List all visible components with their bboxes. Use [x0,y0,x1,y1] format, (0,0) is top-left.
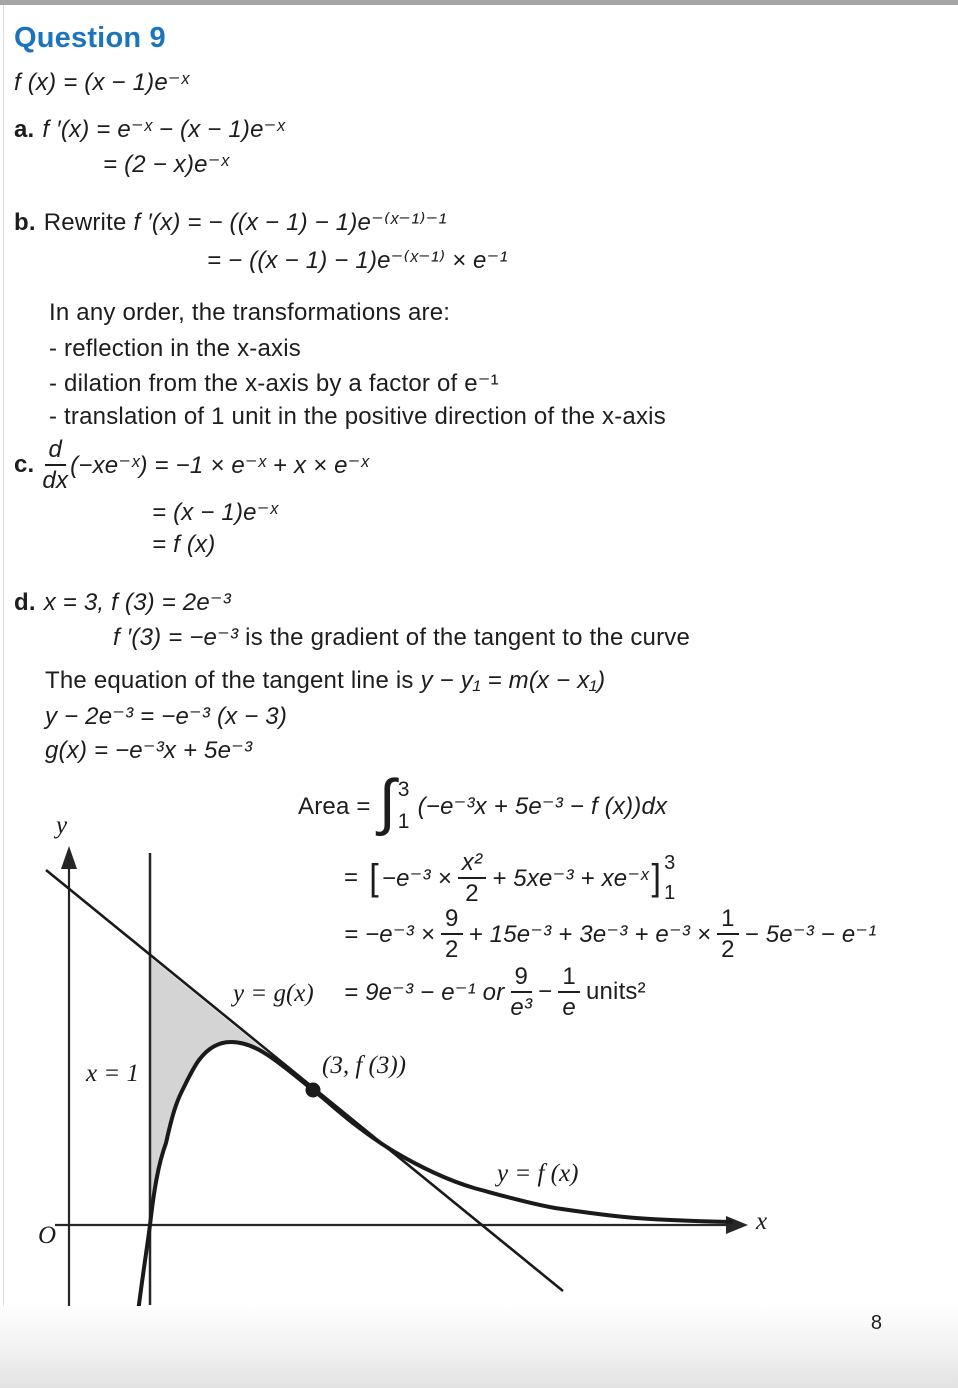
area-line3-post: − 5e⁻³ − e⁻¹ [744,920,877,948]
top-border [0,0,958,5]
part-a-label: a. [14,116,35,143]
part-c-line2: = (x − 1)e⁻ˣ [152,499,278,526]
part-b-rewrite: f ′(x) = − ((x − 1) − 1)e⁻⁽ˣ⁻¹⁾⁻¹ [133,209,447,236]
fraction-numerator: 9 [511,964,533,993]
tangent-label: y = g(x) [233,980,314,1007]
tangent-text: The equation of the tangent line is [45,667,414,694]
part-d-line1 [14,588,231,617]
lower-limit: 1 [664,882,676,904]
graph-figure [0,808,790,1332]
fraction-numerator: x² [458,850,486,879]
vline-label: x = 1 [86,1060,139,1087]
ddx-denominator: dx [42,467,69,495]
fraction-denominator: 2 [445,936,459,964]
gradient-math: f ′(3) = −e⁻³ [113,624,239,651]
ddx-numerator: d [45,437,67,466]
upper-limit: 3 [664,852,676,874]
area-result: = 9e⁻³ − e⁻¹ or [344,978,505,1006]
equals-sign: = [344,864,359,891]
part-d-label: d. [14,589,36,616]
tangent-equation-line [45,667,605,695]
transformations-intro: In any order, the transformations are: [49,299,451,326]
integral-sign: ∫ [378,768,396,838]
fraction-denominator: e³ [510,994,533,1022]
x-axis-label: x [756,1208,768,1235]
open-bracket: [ [369,857,379,899]
part-a-line2: = (2 − x)e⁻ˣ [103,151,229,178]
area-line3-mid: + 15e⁻³ + 3e⁻³ + e⁻³ × [468,920,712,948]
y-axis-label: y [56,812,68,839]
gradient-text: is the gradient of the tangent to the curve [245,624,691,651]
part-c-expression: (−xe⁻ˣ) = −1 × e⁻ˣ + x × e⁻ˣ [70,451,369,479]
page-number: 8 [870,1312,882,1334]
transformation-item: - dilation from the x-axis by a factor of e⁻¹ [49,370,499,397]
part-b-label: b. [14,209,36,236]
given-function: f (x) = (x − 1)e⁻ˣ [14,69,190,96]
fraction-numerator: 1 [717,906,739,935]
area-lead: Area = [298,792,371,820]
area-line2-pre: −e⁻³ × [381,864,452,892]
function-curve [138,1042,731,1312]
part-b-word: Rewrite [43,209,127,236]
transformation-item: - translation of 1 unit in the positive direction of the x-axis [49,403,666,430]
transformation-item: - reflection in the x-axis [49,335,301,362]
part-d-line4: y − 2e⁻³ = −e⁻³ (x − 3) [45,703,288,730]
units-label: units² [585,978,646,1006]
ddx-fraction [42,437,68,493]
part-c-label: c. [14,451,35,479]
upper-limit: 3 [397,778,410,801]
x-axis-arrow [726,1216,748,1234]
question-title: Question 9 [14,22,166,54]
area-line3-pre: = −e⁻³ × [344,920,435,948]
fraction-denominator: 2 [721,936,735,964]
fraction-denominator: e [562,994,576,1022]
part-a-derivative: f ′(x) = e⁻ˣ − (x − 1)e⁻ˣ [42,116,285,143]
part-d-line5: g(x) = −e⁻³x + 5e⁻³ [45,737,253,764]
minus-sign: − [538,978,553,1006]
part-c-line3: = f (x) [152,531,216,558]
part-c-line1 [14,437,369,493]
part-b-line2: = − ((x − 1) − 1)e⁻⁽ˣ⁻¹⁾ × e⁻¹ [207,247,508,274]
close-bracket: ] [651,857,662,899]
y-axis-arrow [61,846,77,869]
part-a-line1 [14,115,285,144]
fraction-numerator: 9 [441,906,463,935]
curve-label: y = f (x) [497,1160,579,1187]
tangency-point [306,1083,321,1098]
page-footer [0,1306,958,1388]
integrand: (−e⁻³x + 5e⁻³ − f (x))dx [417,793,668,820]
origin-label: O [38,1222,57,1249]
part-d-values: x = 3, f (3) = 2e⁻³ [43,589,231,616]
fraction-numerator: 1 [558,964,580,993]
area-line2-post: + 5xe⁻³ + xe⁻ˣ [492,864,649,892]
part-b-line1 [14,208,447,237]
point-label: (3, f (3)) [322,1052,406,1079]
tangent-formula: y − y₁ = m(x − x₁) [420,667,606,694]
part-d-line2 [113,623,690,652]
fraction-denominator: 2 [465,880,479,907]
lower-limit: 1 [397,809,410,833]
